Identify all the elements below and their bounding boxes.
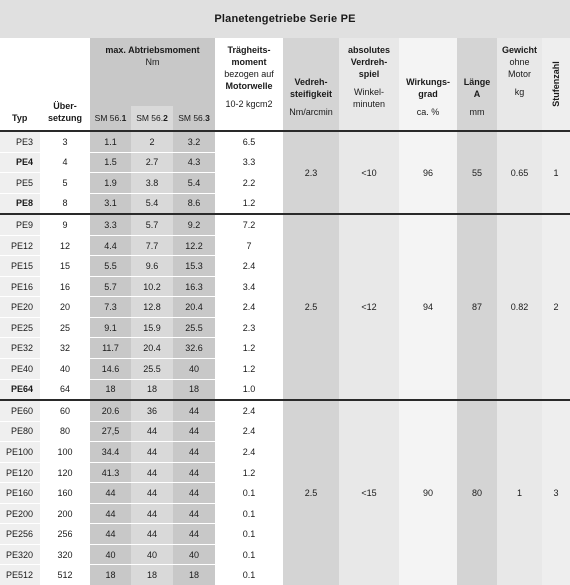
col-traegheitsmoment-header: Trägheits- moment bezogen auf Motorwelle 10-2 kgcm2 [215,38,283,131]
cell-sm1: 44 [90,524,131,545]
cell-traegheitsmoment: 1.2 [215,193,283,214]
sm1-header: SM 56.1 [90,106,131,130]
cell-sm3: 40 [173,544,215,565]
cell-sm3: 3.2 [173,131,215,152]
cell-sm2: 44 [131,421,173,442]
cell-traegheitsmoment: 1.2 [215,338,283,359]
cell-typ: PE16 [0,276,40,297]
cell-sm1: 1.1 [90,131,131,152]
cell-sm3: 44 [173,483,215,504]
cell-stufenzahl: 1 [542,131,570,214]
cell-uebersetzung: 64 [40,379,90,400]
cell-typ: PE100 [0,442,40,463]
cell-traegheitsmoment: 0.1 [215,544,283,565]
cell-sm2: 40 [131,544,173,565]
cell-verdrehsteifigkeit: 2.5 [283,214,339,400]
cell-uebersetzung: 5 [40,173,90,194]
cell-traegheitsmoment: 7 [215,235,283,256]
cell-sm1: 18 [90,379,131,400]
cell-uebersetzung: 120 [40,462,90,483]
cell-uebersetzung: 256 [40,524,90,545]
cell-uebersetzung: 8 [40,193,90,214]
cell-sm1: 3.3 [90,214,131,235]
col-verdrehsteifigkeit-header: Vedreh- steifigkeit Nm/arcmin [283,38,339,131]
cell-typ: PE200 [0,503,40,524]
cell-sm1: 3.1 [90,193,131,214]
cell-typ: PE60 [0,400,40,421]
cell-sm3: 16.3 [173,276,215,297]
cell-gewicht: 1 [497,400,542,585]
cell-sm1: 5.7 [90,276,131,297]
cell-uebersetzung: 80 [40,421,90,442]
cell-sm1: 4.4 [90,235,131,256]
cell-wirkungsgrad: 94 [399,214,457,400]
cell-verdrehsteifigkeit: 2.5 [283,400,339,585]
cell-traegheitsmoment: 2.4 [215,400,283,421]
cell-traegheitsmoment: 1.2 [215,359,283,380]
cell-typ: PE256 [0,524,40,545]
cell-typ: PE8 [0,193,40,214]
cell-sm2: 18 [131,565,173,585]
cell-sm3: 20.4 [173,297,215,318]
cell-sm1: 5.5 [90,256,131,277]
cell-sm3: 44 [173,524,215,545]
cell-traegheitsmoment: 3.3 [215,152,283,173]
cell-verdrehsteifigkeit: 2.3 [283,131,339,214]
cell-wirkungsgrad: 90 [399,400,457,585]
cell-sm1: 44 [90,483,131,504]
table-header [0,38,570,131]
cell-traegheitsmoment: 0.1 [215,483,283,504]
cell-typ: PE20 [0,297,40,318]
cell-laenge: 80 [457,400,497,585]
col-gewicht-header: Gewicht ohne Motor kg [497,38,542,131]
cell-typ: PE3 [0,131,40,152]
cell-sm2: 44 [131,442,173,463]
cell-sm2: 2 [131,131,173,152]
cell-gewicht: 0.82 [497,214,542,400]
cell-verdrehspiel: <10 [339,131,399,214]
cell-uebersetzung: 40 [40,359,90,380]
cell-typ: PE5 [0,173,40,194]
col-verdrehspiel-header: absolutes Verdreh- spiel Winkel- minuten [339,38,399,131]
cell-uebersetzung: 20 [40,297,90,318]
cell-sm2: 44 [131,462,173,483]
cell-traegheitsmoment: 2.4 [215,442,283,463]
cell-sm3: 40 [173,359,215,380]
cell-typ: PE15 [0,256,40,277]
cell-traegheitsmoment: 2.4 [215,421,283,442]
cell-sm2: 20.4 [131,338,173,359]
cell-sm1: 40 [90,544,131,565]
table-body [0,131,570,585]
cell-uebersetzung: 200 [40,503,90,524]
cell-traegheitsmoment: 2.2 [215,173,283,194]
cell-uebersetzung: 320 [40,544,90,565]
cell-sm3: 44 [173,503,215,524]
cell-sm3: 4.3 [173,152,215,173]
cell-typ: PE12 [0,235,40,256]
cell-sm3: 18 [173,565,215,585]
cell-sm1: 14.6 [90,359,131,380]
cell-sm1: 44 [90,503,131,524]
cell-typ: PE9 [0,214,40,235]
table-row [0,400,570,421]
cell-laenge: 87 [457,214,497,400]
cell-typ: PE64 [0,379,40,400]
cell-uebersetzung: 15 [40,256,90,277]
cell-wirkungsgrad: 96 [399,131,457,214]
cell-sm2: 18 [131,379,173,400]
cell-laenge: 55 [457,131,497,214]
cell-uebersetzung: 60 [40,400,90,421]
cell-typ: PE40 [0,359,40,380]
cell-sm2: 44 [131,503,173,524]
cell-uebersetzung: 512 [40,565,90,585]
cell-sm3: 44 [173,421,215,442]
cell-sm1: 34.4 [90,442,131,463]
cell-typ: PE160 [0,483,40,504]
cell-sm1: 27,5 [90,421,131,442]
cell-typ: PE32 [0,338,40,359]
cell-uebersetzung: 16 [40,276,90,297]
cell-sm1: 7.3 [90,297,131,318]
cell-typ: PE25 [0,317,40,338]
cell-sm3: 32.6 [173,338,215,359]
cell-traegheitsmoment: 2.3 [215,317,283,338]
cell-sm3: 15.3 [173,256,215,277]
cell-traegheitsmoment: 6.5 [215,131,283,152]
col-uebersetzung-header: Über- setzung [40,38,90,131]
cell-sm2: 44 [131,483,173,504]
cell-uebersetzung: 4 [40,152,90,173]
cell-sm3: 44 [173,462,215,483]
cell-uebersetzung: 9 [40,214,90,235]
cell-uebersetzung: 25 [40,317,90,338]
table-row [0,214,570,235]
cell-sm2: 36 [131,400,173,421]
cell-typ: PE80 [0,421,40,442]
col-typ-header: Typ [0,38,40,131]
cell-verdrehspiel: <12 [339,214,399,400]
col-abtriebsmoment-header: max. Abtriebsmoment Nm SM 56.1 SM 56.2 SM 56.3 [90,38,215,131]
cell-sm2: 3.8 [131,173,173,194]
cell-stufenzahl: 3 [542,400,570,585]
col-stufenzahl-header: Stufenzahl [542,38,570,131]
cell-traegheitsmoment: 2.4 [215,256,283,277]
cell-sm3: 44 [173,400,215,421]
cell-sm2: 15.9 [131,317,173,338]
cell-traegheitsmoment: 0.1 [215,503,283,524]
cell-sm3: 8.6 [173,193,215,214]
cell-traegheitsmoment: 1.0 [215,379,283,400]
cell-uebersetzung: 32 [40,338,90,359]
cell-sm2: 10.2 [131,276,173,297]
cell-gewicht: 0.65 [497,131,542,214]
cell-sm2: 5.4 [131,193,173,214]
cell-traegheitsmoment: 1.2 [215,462,283,483]
cell-sm2: 9.6 [131,256,173,277]
cell-sm2: 44 [131,524,173,545]
cell-sm1: 9.1 [90,317,131,338]
cell-stufenzahl: 2 [542,214,570,400]
cell-sm2: 12.8 [131,297,173,318]
cell-uebersetzung: 12 [40,235,90,256]
cell-traegheitsmoment: 0.1 [215,565,283,585]
sm3-header: SM 56.3 [173,106,215,130]
cell-sm1: 18 [90,565,131,585]
cell-uebersetzung: 100 [40,442,90,463]
cell-traegheitsmoment: 3.4 [215,276,283,297]
cell-traegheitsmoment: 2.4 [215,297,283,318]
cell-typ: PE512 [0,565,40,585]
cell-sm3: 12.2 [173,235,215,256]
cell-sm2: 2.7 [131,152,173,173]
cell-traegheitsmoment: 0.1 [215,524,283,545]
cell-sm3: 44 [173,442,215,463]
cell-sm1: 41.3 [90,462,131,483]
cell-sm2: 25.5 [131,359,173,380]
sm2-header: SM 56.2 [131,106,173,130]
cell-sm1: 11.7 [90,338,131,359]
cell-sm1: 1.9 [90,173,131,194]
cell-sm3: 5.4 [173,173,215,194]
col-laenge-header: Länge A mm [457,38,497,131]
cell-sm1: 20.6 [90,400,131,421]
cell-sm2: 5.7 [131,214,173,235]
cell-sm3: 25.5 [173,317,215,338]
table-row [0,131,570,152]
table-title: Planetengetriebe Serie PE [0,0,570,38]
gearbox-table [0,38,570,585]
cell-uebersetzung: 160 [40,483,90,504]
cell-typ: PE120 [0,462,40,483]
cell-uebersetzung: 3 [40,131,90,152]
cell-sm2: 7.7 [131,235,173,256]
cell-verdrehspiel: <15 [339,400,399,585]
cell-typ: PE320 [0,544,40,565]
cell-sm3: 18 [173,379,215,400]
col-wirkungsgrad-header: Wirkungs- grad ca. % [399,38,457,131]
cell-typ: PE4 [0,152,40,173]
cell-sm3: 9.2 [173,214,215,235]
cell-traegheitsmoment: 7.2 [215,214,283,235]
cell-sm1: 1.5 [90,152,131,173]
